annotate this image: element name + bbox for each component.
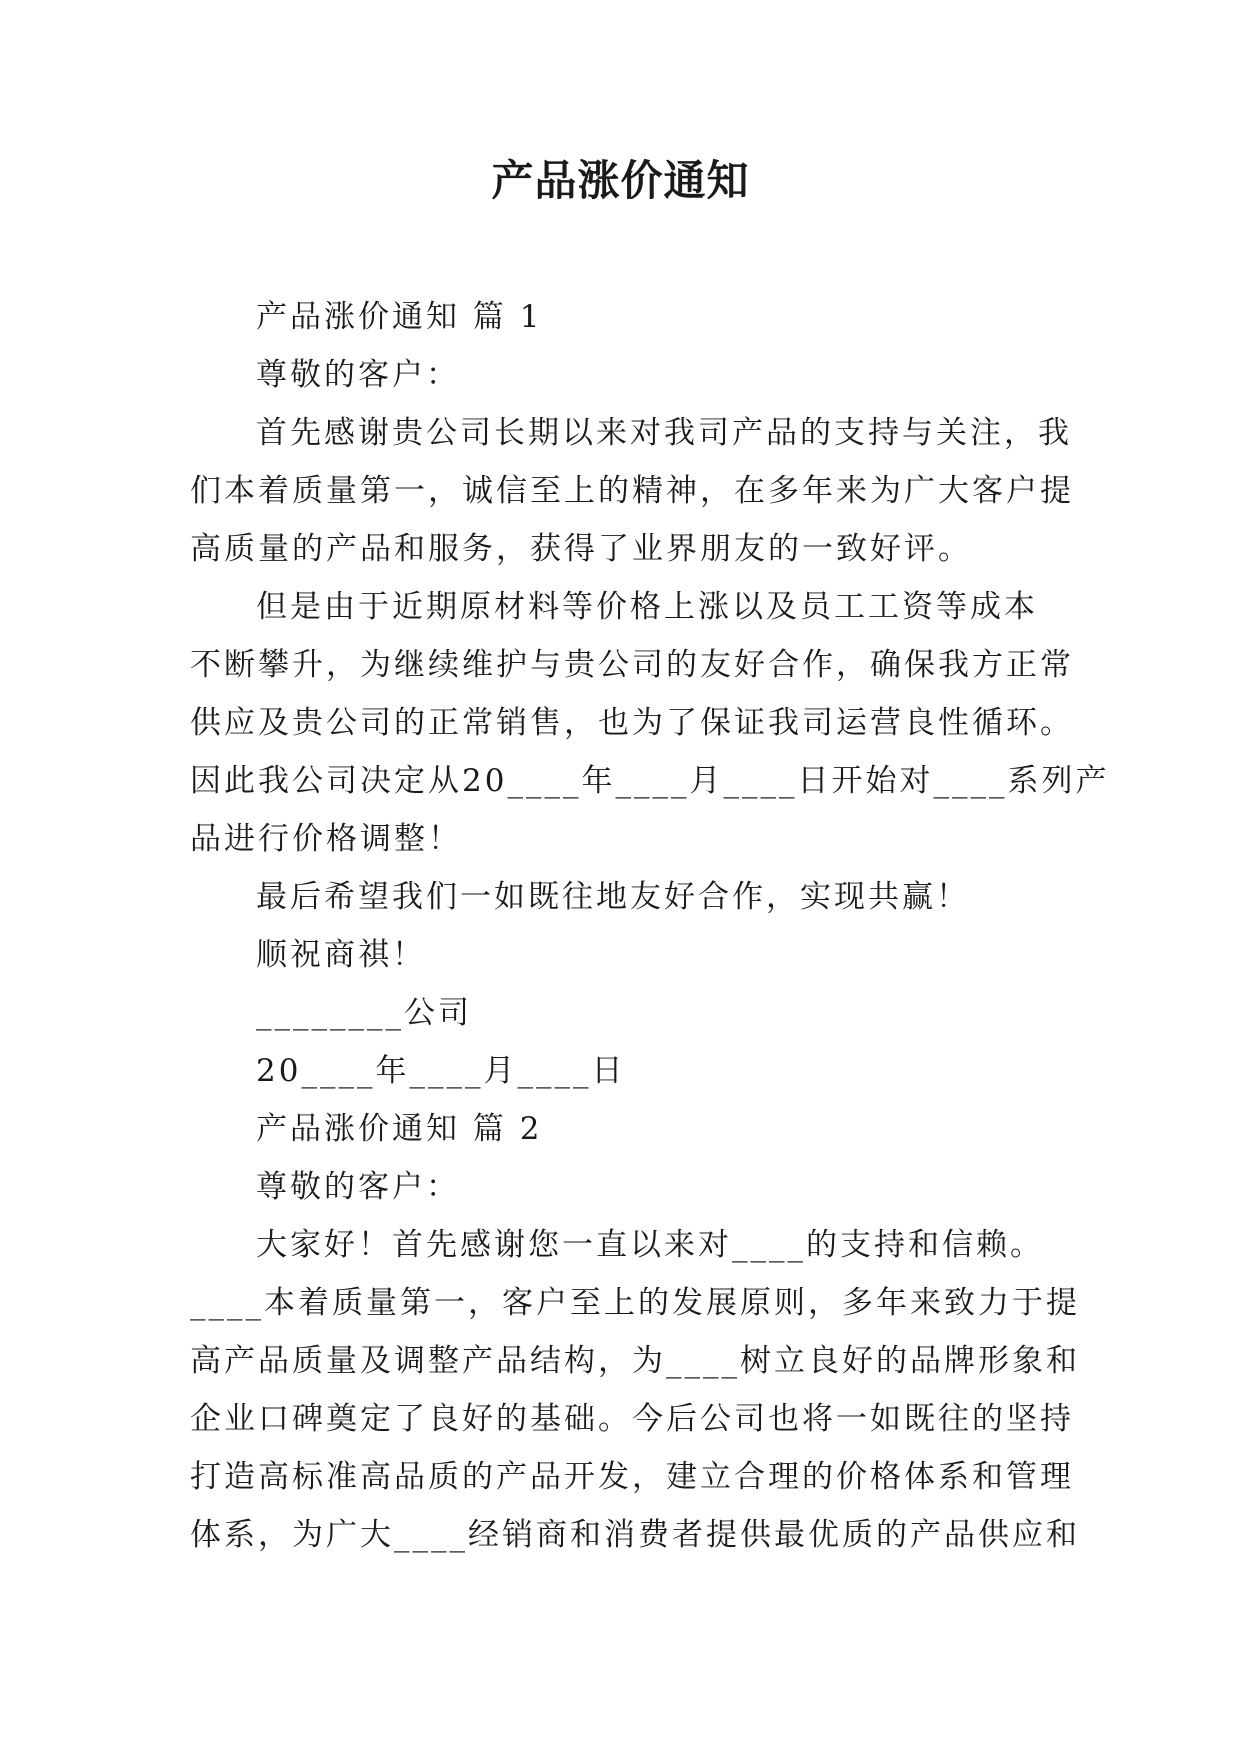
paragraph-line: 们本着质量第一，诚信至上的精神，在多年来为广大客户提 [190,473,1074,509]
paragraph-line: 因此我公司决定从20____年____月____日开始对____系列产 [190,763,1110,799]
paragraph-line: 打造高标准高品质的产品开发，建立合理的价格体系和管理 [190,1459,1074,1495]
paragraph-line: 但是由于近期原材料等价格上涨以及员工工资等成本 [256,589,1038,625]
section-heading-2: 产品涨价通知 篇 2 [256,1111,543,1147]
paragraph-line: 首先感谢贵公司长期以来对我司产品的支持与关注，我 [256,415,1072,451]
closing-line: 顺祝商祺！ [256,937,426,973]
paragraph-line: 供应及贵公司的正常销售，也为了保证我司运营良性循环。 [190,705,1074,741]
document-title: 产品涨价通知 [491,156,750,205]
paragraph-line: 高质量的产品和服务，获得了业界朋友的一致好评。 [190,531,972,567]
signature-date: 20____年____月____日 [256,1053,626,1089]
paragraph-line: 高产品质量及调整产品结构，为____树立良好的品牌形象和 [190,1343,1080,1379]
paragraph-line: 企业口碑奠定了良好的基础。今后公司也将一如既往的坚持 [190,1401,1074,1437]
paragraph-line: 大家好！首先感谢您一直以来对____的支持和信赖。 [256,1227,1044,1263]
paragraph-line: 体系，为广大____经销商和消费者提供最优质的产品供应和 [190,1517,1080,1553]
salutation-1: 尊敬的客户： [256,357,460,393]
salutation-2: 尊敬的客户： [256,1169,460,1205]
paragraph-line: 不断攀升，为继续维护与贵公司的友好合作，确保我方正常 [190,647,1074,683]
paragraph-line: 品进行价格调整！ [190,821,462,857]
signature-company: ________公司 [256,995,472,1031]
paragraph-line: 最后希望我们一如既往地友好合作，实现共赢！ [256,879,970,915]
section-heading-1: 产品涨价通知 篇 1 [256,299,543,335]
paragraph-line: ____本着质量第一，客户至上的发展原则，多年来致力于提 [190,1285,1080,1321]
